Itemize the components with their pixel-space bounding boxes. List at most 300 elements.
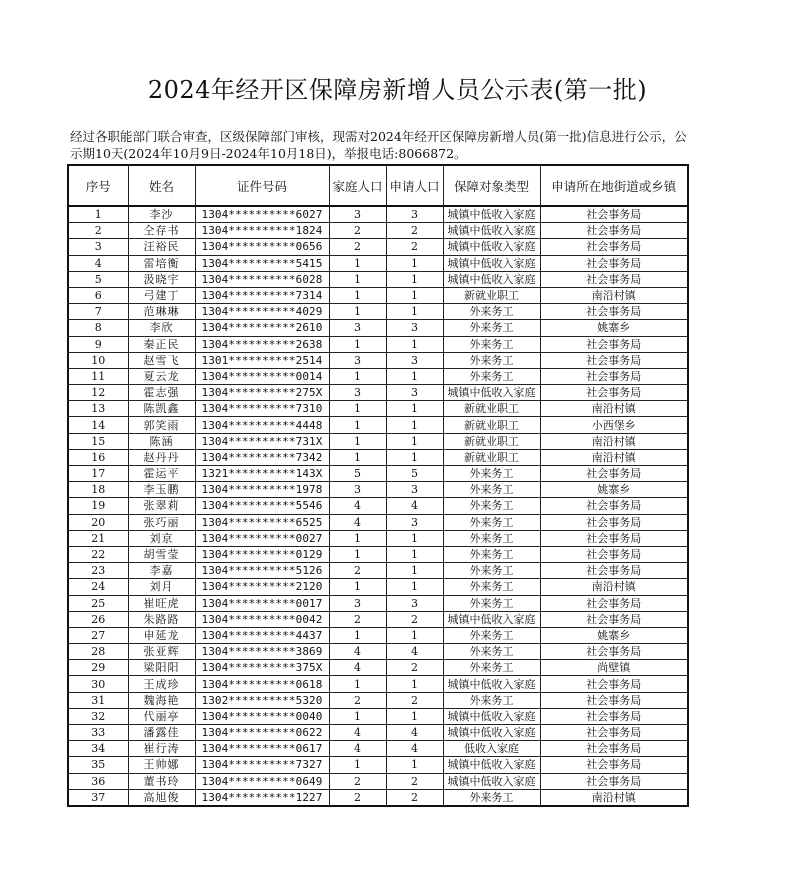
cell-category: 外来务工 — [443, 498, 540, 514]
cell-district: 南沿村镇 — [540, 433, 688, 449]
cell-id-number: 1304**********4437 — [195, 627, 329, 643]
cell-index: 18 — [68, 482, 128, 498]
cell-name: 王成珍 — [128, 676, 195, 692]
cell-index: 23 — [68, 563, 128, 579]
cell-district: 社会事务局 — [540, 385, 688, 401]
table-row — [68, 385, 688, 401]
cell-applicant-count: 1 — [386, 401, 443, 417]
cell-name: 董书玲 — [128, 773, 195, 789]
cell-id-number: 1304**********1824 — [195, 223, 329, 239]
cell-category: 城镇中低收入家庭 — [443, 676, 540, 692]
cell-household-size: 3 — [329, 206, 386, 223]
cell-applicant-count: 3 — [386, 595, 443, 611]
table-row — [68, 644, 688, 660]
table-row — [68, 627, 688, 643]
cell-district: 社会事务局 — [540, 773, 688, 789]
cell-household-size: 1 — [329, 449, 386, 465]
cell-household-size: 3 — [329, 352, 386, 368]
table-row — [68, 660, 688, 676]
cell-category: 外来务工 — [443, 482, 540, 498]
cell-index: 37 — [68, 789, 128, 806]
table-row — [68, 449, 688, 465]
cell-district: 社会事务局 — [540, 741, 688, 757]
cell-name: 张翠莉 — [128, 498, 195, 514]
cell-category: 低收入家庭 — [443, 741, 540, 757]
table-row — [68, 741, 688, 757]
cell-index: 10 — [68, 352, 128, 368]
table-row — [68, 287, 688, 303]
cell-district: 社会事务局 — [540, 546, 688, 562]
cell-applicant-count: 1 — [386, 287, 443, 303]
table-row — [68, 433, 688, 449]
cell-id-number: 1301**********2514 — [195, 352, 329, 368]
cell-name: 梁阳阳 — [128, 660, 195, 676]
cell-applicant-count: 2 — [386, 611, 443, 627]
cell-category: 城镇中低收入家庭 — [443, 757, 540, 773]
cell-household-size: 2 — [329, 611, 386, 627]
cell-id-number: 1304**********0649 — [195, 773, 329, 789]
header-cell-household-size: 家庭人口 — [329, 165, 386, 206]
cell-district: 社会事务局 — [540, 692, 688, 708]
cell-id-number: 1304**********375X — [195, 660, 329, 676]
cell-id-number: 1321**********143X — [195, 466, 329, 482]
cell-name: 霍运平 — [128, 466, 195, 482]
header-cell-id-number: 证件号码 — [195, 165, 329, 206]
cell-index: 28 — [68, 644, 128, 660]
cell-id-number: 1304**********5546 — [195, 498, 329, 514]
cell-applicant-count: 1 — [386, 563, 443, 579]
cell-index: 1 — [68, 206, 128, 223]
table-row — [68, 757, 688, 773]
cell-district: 社会事务局 — [540, 239, 688, 255]
cell-name: 刘京 — [128, 530, 195, 546]
cell-category: 城镇中低收入家庭 — [443, 255, 540, 271]
table-row — [68, 773, 688, 789]
cell-applicant-count: 3 — [386, 320, 443, 336]
cell-household-size: 5 — [329, 466, 386, 482]
document-title: 2024年经开区保障房新增人员公示表(第一批) — [147, 76, 648, 104]
cell-household-size: 1 — [329, 336, 386, 352]
cell-category: 外来务工 — [443, 563, 540, 579]
cell-index: 14 — [68, 417, 128, 433]
cell-household-size: 2 — [329, 692, 386, 708]
table-row — [68, 611, 688, 627]
cell-district: 社会事务局 — [540, 498, 688, 514]
table-row — [68, 352, 688, 368]
cell-category: 城镇中低收入家庭 — [443, 385, 540, 401]
cell-name: 刘月 — [128, 579, 195, 595]
cell-id-number: 1302**********5320 — [195, 692, 329, 708]
cell-category: 外来务工 — [443, 579, 540, 595]
table-row — [68, 563, 688, 579]
cell-district: 社会事务局 — [540, 644, 688, 660]
cell-category: 外来务工 — [443, 627, 540, 643]
cell-applicant-count: 1 — [386, 417, 443, 433]
cell-name: 高旭俊 — [128, 789, 195, 806]
table-body — [68, 206, 688, 806]
cell-household-size: 1 — [329, 304, 386, 320]
cell-district: 社会事务局 — [540, 466, 688, 482]
cell-id-number: 1304**********2120 — [195, 579, 329, 595]
cell-name: 崔旺虎 — [128, 595, 195, 611]
cell-name: 李沙 — [128, 206, 195, 223]
cell-district: 社会事务局 — [540, 368, 688, 384]
cell-name: 朱路路 — [128, 611, 195, 627]
cell-household-size: 4 — [329, 498, 386, 514]
table-row — [68, 401, 688, 417]
table-row — [68, 206, 688, 223]
cell-name: 弓建丁 — [128, 287, 195, 303]
cell-district: 社会事务局 — [540, 206, 688, 223]
cell-index: 32 — [68, 708, 128, 724]
cell-id-number: 1304**********0014 — [195, 368, 329, 384]
cell-household-size: 1 — [329, 676, 386, 692]
cell-applicant-count: 1 — [386, 627, 443, 643]
cell-index: 31 — [68, 692, 128, 708]
cell-category: 外来务工 — [443, 466, 540, 482]
cell-applicant-count: 2 — [386, 239, 443, 255]
cell-household-size: 3 — [329, 320, 386, 336]
cell-name: 李玉鹏 — [128, 482, 195, 498]
cell-index: 5 — [68, 271, 128, 287]
table-row — [68, 239, 688, 255]
cell-index: 6 — [68, 287, 128, 303]
table-row — [68, 482, 688, 498]
cell-district: 社会事务局 — [540, 757, 688, 773]
cell-id-number: 1304**********6028 — [195, 271, 329, 287]
cell-name: 王帅娜 — [128, 757, 195, 773]
cell-applicant-count: 3 — [386, 206, 443, 223]
cell-household-size: 1 — [329, 627, 386, 643]
cell-category: 城镇中低收入家庭 — [443, 223, 540, 239]
cell-id-number: 1304**********0027 — [195, 530, 329, 546]
cell-name: 陈涵 — [128, 433, 195, 449]
cell-index: 9 — [68, 336, 128, 352]
cell-district: 社会事务局 — [540, 255, 688, 271]
cell-name: 仝存书 — [128, 223, 195, 239]
cell-id-number: 1304**********7310 — [195, 401, 329, 417]
cell-applicant-count: 4 — [386, 741, 443, 757]
cell-id-number: 1304**********0622 — [195, 725, 329, 741]
table-row — [68, 789, 688, 806]
cell-index: 35 — [68, 757, 128, 773]
table-row — [68, 336, 688, 352]
cell-index: 16 — [68, 449, 128, 465]
cell-id-number: 1304**********0040 — [195, 708, 329, 724]
cell-index: 8 — [68, 320, 128, 336]
cell-id-number: 1304**********7342 — [195, 449, 329, 465]
cell-index: 27 — [68, 627, 128, 643]
table-row — [68, 271, 688, 287]
cell-household-size: 4 — [329, 660, 386, 676]
cell-district: 南沿村镇 — [540, 401, 688, 417]
cell-id-number: 1304**********0618 — [195, 676, 329, 692]
cell-category: 外来务工 — [443, 530, 540, 546]
table-row — [68, 725, 688, 741]
cell-id-number: 1304**********1978 — [195, 482, 329, 498]
cell-index: 3 — [68, 239, 128, 255]
cell-district: 社会事务局 — [540, 223, 688, 239]
cell-index: 2 — [68, 223, 128, 239]
cell-district: 社会事务局 — [540, 271, 688, 287]
cell-id-number: 1304**********0656 — [195, 239, 329, 255]
table-row — [68, 368, 688, 384]
cell-household-size: 2 — [329, 773, 386, 789]
notice-paragraph: 经过各职能部门联合审查，区级保障部门审核，现需对2024年经开区保障房新增人员(第一批)信息进行公示，公示期10天(2024年10月9日-2024年10月18日)，举报电话:8066872。 — [70, 129, 687, 161]
cell-applicant-count: 2 — [386, 773, 443, 789]
cell-applicant-count: 4 — [386, 498, 443, 514]
cell-district: 小西堡乡 — [540, 417, 688, 433]
cell-category: 城镇中低收入家庭 — [443, 239, 540, 255]
cell-index: 7 — [68, 304, 128, 320]
cell-district: 社会事务局 — [540, 676, 688, 692]
cell-applicant-count: 5 — [386, 466, 443, 482]
cell-id-number: 1304**********3869 — [195, 644, 329, 660]
cell-household-size: 1 — [329, 757, 386, 773]
cell-name: 汲晓宇 — [128, 271, 195, 287]
cell-district: 社会事务局 — [540, 725, 688, 741]
cell-index: 34 — [68, 741, 128, 757]
table-row — [68, 692, 688, 708]
cell-applicant-count: 3 — [386, 352, 443, 368]
cell-applicant-count: 1 — [386, 336, 443, 352]
cell-applicant-count: 1 — [386, 530, 443, 546]
cell-applicant-count: 1 — [386, 368, 443, 384]
cell-index: 25 — [68, 595, 128, 611]
cell-index: 29 — [68, 660, 128, 676]
cell-applicant-count: 1 — [386, 708, 443, 724]
cell-category: 新就业职工 — [443, 287, 540, 303]
cell-id-number: 1304**********4448 — [195, 417, 329, 433]
cell-applicant-count: 1 — [386, 271, 443, 287]
cell-category: 外来务工 — [443, 546, 540, 562]
header-cell-district: 申请所在地街道或乡镇 — [540, 165, 688, 206]
cell-category: 新就业职工 — [443, 449, 540, 465]
cell-index: 17 — [68, 466, 128, 482]
cell-name: 范琳琳 — [128, 304, 195, 320]
cell-name: 申延龙 — [128, 627, 195, 643]
cell-household-size: 3 — [329, 385, 386, 401]
cell-category: 新就业职工 — [443, 417, 540, 433]
cell-district: 社会事务局 — [540, 595, 688, 611]
cell-name: 潘露佳 — [128, 725, 195, 741]
cell-id-number: 1304**********5415 — [195, 255, 329, 271]
cell-household-size: 3 — [329, 595, 386, 611]
cell-index: 20 — [68, 514, 128, 530]
cell-category: 外来务工 — [443, 660, 540, 676]
cell-id-number: 1304**********0129 — [195, 546, 329, 562]
cell-category: 新就业职工 — [443, 433, 540, 449]
cell-category: 外来务工 — [443, 789, 540, 806]
cell-applicant-count: 2 — [386, 692, 443, 708]
cell-household-size: 4 — [329, 644, 386, 660]
cell-household-size: 1 — [329, 530, 386, 546]
cell-id-number: 1304**********275X — [195, 385, 329, 401]
table-row — [68, 223, 688, 239]
cell-applicant-count: 1 — [386, 757, 443, 773]
cell-name: 赵丹丹 — [128, 449, 195, 465]
cell-id-number: 1304**********7314 — [195, 287, 329, 303]
table-row — [68, 320, 688, 336]
cell-household-size: 2 — [329, 239, 386, 255]
table-row — [68, 255, 688, 271]
cell-district: 社会事务局 — [540, 336, 688, 352]
cell-category: 外来务工 — [443, 514, 540, 530]
table-header — [68, 165, 688, 206]
table-row — [68, 498, 688, 514]
table-row — [68, 595, 688, 611]
table-row — [68, 417, 688, 433]
header-row — [68, 165, 688, 206]
cell-name: 张亚辉 — [128, 644, 195, 660]
cell-name: 张巧丽 — [128, 514, 195, 530]
cell-category: 城镇中低收入家庭 — [443, 611, 540, 627]
cell-index: 22 — [68, 546, 128, 562]
cell-index: 24 — [68, 579, 128, 595]
cell-applicant-count: 1 — [386, 255, 443, 271]
cell-category: 城镇中低收入家庭 — [443, 206, 540, 223]
cell-household-size: 2 — [329, 223, 386, 239]
cell-name: 代丽亭 — [128, 708, 195, 724]
cell-household-size: 1 — [329, 368, 386, 384]
cell-id-number: 1304**********2610 — [195, 320, 329, 336]
cell-household-size: 1 — [329, 287, 386, 303]
cell-applicant-count: 1 — [386, 433, 443, 449]
cell-household-size: 4 — [329, 725, 386, 741]
cell-category: 外来务工 — [443, 644, 540, 660]
cell-household-size: 3 — [329, 482, 386, 498]
cell-name: 赵雪飞 — [128, 352, 195, 368]
cell-category: 城镇中低收入家庭 — [443, 708, 540, 724]
cell-applicant-count: 1 — [386, 546, 443, 562]
cell-district: 南沿村镇 — [540, 287, 688, 303]
cell-id-number: 1304**********731X — [195, 433, 329, 449]
cell-index: 21 — [68, 530, 128, 546]
cell-district: 社会事务局 — [540, 708, 688, 724]
applicant-table — [67, 164, 689, 807]
cell-household-size: 2 — [329, 789, 386, 806]
cell-household-size: 1 — [329, 271, 386, 287]
cell-index: 19 — [68, 498, 128, 514]
cell-index: 12 — [68, 385, 128, 401]
cell-district: 社会事务局 — [540, 352, 688, 368]
cell-id-number: 1304**********6027 — [195, 206, 329, 223]
cell-name: 秦正民 — [128, 336, 195, 352]
cell-household-size: 1 — [329, 417, 386, 433]
cell-household-size: 1 — [329, 708, 386, 724]
cell-name: 魏海艳 — [128, 692, 195, 708]
table-row — [68, 546, 688, 562]
table-row — [68, 708, 688, 724]
cell-district: 社会事务局 — [540, 530, 688, 546]
cell-district: 南沿村镇 — [540, 579, 688, 595]
cell-district: 社会事务局 — [540, 611, 688, 627]
cell-name: 夏云龙 — [128, 368, 195, 384]
cell-index: 30 — [68, 676, 128, 692]
cell-id-number: 1304**********0617 — [195, 741, 329, 757]
cell-applicant-count: 1 — [386, 449, 443, 465]
cell-category: 外来务工 — [443, 336, 540, 352]
table-row — [68, 530, 688, 546]
cell-household-size: 4 — [329, 514, 386, 530]
cell-name: 郭笑雨 — [128, 417, 195, 433]
cell-household-size: 2 — [329, 563, 386, 579]
cell-applicant-count: 1 — [386, 304, 443, 320]
cell-applicant-count: 1 — [386, 579, 443, 595]
table-row — [68, 514, 688, 530]
cell-index: 36 — [68, 773, 128, 789]
header-cell-applicant-count: 申请人口 — [386, 165, 443, 206]
cell-applicant-count: 2 — [386, 223, 443, 239]
cell-index: 13 — [68, 401, 128, 417]
cell-name: 崔行涛 — [128, 741, 195, 757]
cell-name: 李欣 — [128, 320, 195, 336]
cell-category: 外来务工 — [443, 368, 540, 384]
header-cell-name: 姓名 — [128, 165, 195, 206]
cell-id-number: 1304**********4029 — [195, 304, 329, 320]
cell-index: 11 — [68, 368, 128, 384]
cell-household-size: 1 — [329, 401, 386, 417]
cell-name: 雷培衡 — [128, 255, 195, 271]
cell-category: 城镇中低收入家庭 — [443, 773, 540, 789]
cell-category: 外来务工 — [443, 320, 540, 336]
header-cell-index: 序号 — [68, 165, 128, 206]
cell-name: 陈凯鑫 — [128, 401, 195, 417]
cell-applicant-count: 2 — [386, 660, 443, 676]
cell-district: 社会事务局 — [540, 514, 688, 530]
cell-district: 尚壁镇 — [540, 660, 688, 676]
cell-id-number: 1304**********5126 — [195, 563, 329, 579]
cell-category: 新就业职工 — [443, 401, 540, 417]
cell-id-number: 1304**********0017 — [195, 595, 329, 611]
cell-household-size: 1 — [329, 255, 386, 271]
table-row — [68, 579, 688, 595]
cell-applicant-count: 4 — [386, 644, 443, 660]
cell-name: 霍志强 — [128, 385, 195, 401]
cell-district: 姚寨乡 — [540, 320, 688, 336]
cell-household-size: 1 — [329, 579, 386, 595]
cell-index: 15 — [68, 433, 128, 449]
cell-name: 李嘉 — [128, 563, 195, 579]
cell-district: 南沿村镇 — [540, 789, 688, 806]
table-row — [68, 466, 688, 482]
cell-district: 社会事务局 — [540, 304, 688, 320]
cell-index: 4 — [68, 255, 128, 271]
cell-id-number: 1304**********7327 — [195, 757, 329, 773]
cell-id-number: 1304**********1227 — [195, 789, 329, 806]
cell-category: 外来务工 — [443, 352, 540, 368]
table-row — [68, 304, 688, 320]
cell-household-size: 1 — [329, 546, 386, 562]
cell-applicant-count: 3 — [386, 482, 443, 498]
cell-category: 外来务工 — [443, 692, 540, 708]
cell-name: 汪裕民 — [128, 239, 195, 255]
cell-index: 33 — [68, 725, 128, 741]
cell-index: 26 — [68, 611, 128, 627]
cell-applicant-count: 4 — [386, 725, 443, 741]
header-cell-category: 保障对象类型 — [443, 165, 540, 206]
cell-district: 南沿村镇 — [540, 449, 688, 465]
cell-category: 城镇中低收入家庭 — [443, 725, 540, 741]
cell-district: 姚寨乡 — [540, 482, 688, 498]
cell-district: 姚寨乡 — [540, 627, 688, 643]
table-row — [68, 676, 688, 692]
cell-applicant-count: 2 — [386, 789, 443, 806]
cell-household-size: 1 — [329, 433, 386, 449]
cell-applicant-count: 1 — [386, 676, 443, 692]
cell-household-size: 4 — [329, 741, 386, 757]
cell-id-number: 1304**********2638 — [195, 336, 329, 352]
